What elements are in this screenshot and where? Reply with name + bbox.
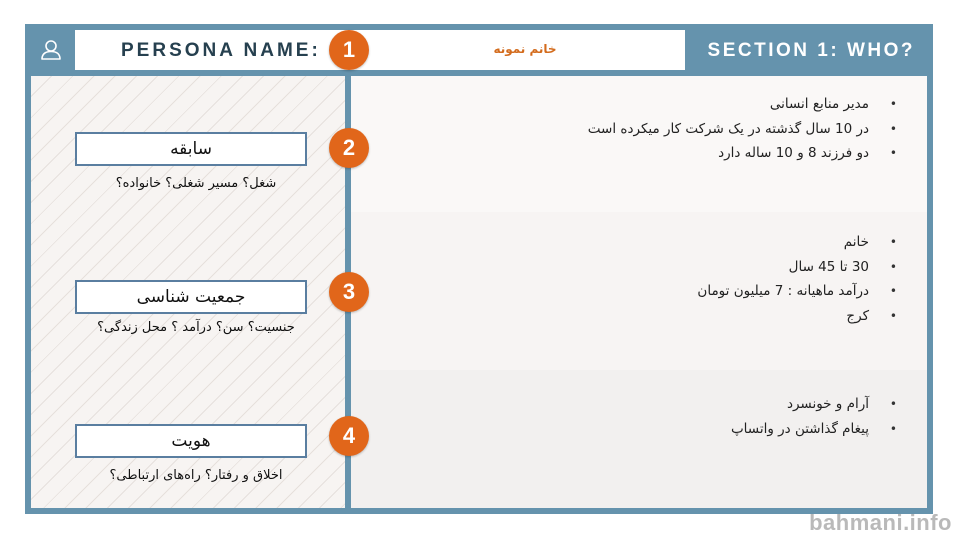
demographics-title-box (75, 280, 307, 314)
persona-name-label: PERSONA NAME: (121, 40, 321, 61)
step-badge-2: 2 (329, 128, 369, 168)
background-answers (588, 92, 899, 166)
list-item: • در 10 سال گذشته در یک شرکت کار میکرده است (588, 117, 899, 142)
header-bar (25, 24, 933, 76)
identity-title-box (75, 424, 307, 458)
questions-panel (31, 76, 345, 508)
list-item: • پیغام گذاشتن در واتساپ (731, 417, 899, 442)
user-icon (39, 38, 63, 62)
list-item: • مدیر منابع انسانی (588, 92, 899, 117)
persona-name-field[interactable] (75, 30, 685, 70)
list-item: • آرام و خونسرد (731, 392, 899, 417)
step-badge-4: 4 (329, 416, 369, 456)
step-badge-1: 1 (329, 30, 369, 70)
background-title-box (75, 132, 307, 166)
identity-answers (731, 392, 899, 441)
watermark: bahmani.info (809, 510, 952, 535)
list-item: • دو فرزند 8 و 10 ساله دارد (588, 141, 899, 166)
step-badge-3: 3 (329, 272, 369, 312)
persona-card (25, 24, 933, 514)
demographics-hint: جنسیت؟ سن؟ درآمد ؟ محل زندگی؟ (97, 320, 295, 335)
identity-hint: اخلاق و رفتار؟ راه‌های ارتباطی؟ (109, 468, 283, 483)
list-item: • 30 تا 45 سال (697, 255, 899, 280)
background-title: سابقه (170, 139, 212, 159)
background-hint: شغل؟ مسیر شغلی؟ خانواده؟ (115, 176, 277, 191)
answers-panel (351, 76, 927, 508)
list-item: • کرج (697, 304, 899, 329)
section-title: SECTION 1: WHO? (707, 40, 915, 61)
persona-name-value: خانم نمونه (493, 42, 557, 56)
identity-title: هویت (171, 431, 211, 451)
demographics-title: جمعیت شناسی (136, 287, 246, 307)
list-item: • درآمد ماهیانه : 7 میلیون تومان (697, 279, 899, 304)
demographics-answers (697, 230, 899, 328)
list-item: • خانم (697, 230, 899, 255)
